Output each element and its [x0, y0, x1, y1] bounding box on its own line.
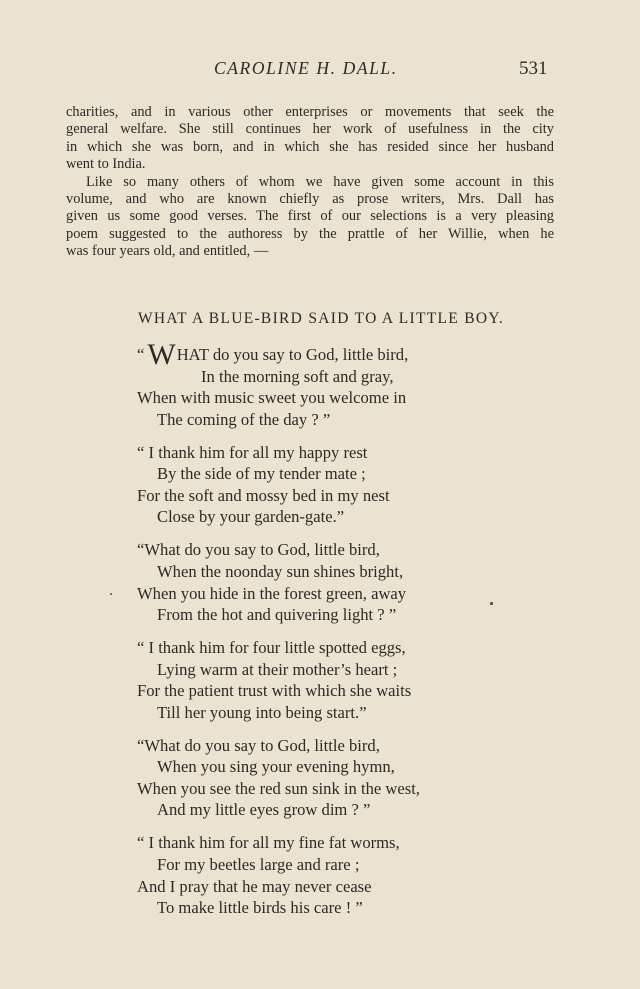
- poem-line: For the soft and mossy bed in my nest: [137, 485, 390, 505]
- poem-line: Lying warm at their mother’s heart ;: [157, 659, 398, 679]
- poem-line: When you hide in the forest green, away: [137, 583, 407, 603]
- poem-line: When with music sweet you welcome in: [137, 388, 407, 408]
- poem-line: [137, 338, 420, 371]
- stanza: [137, 735, 420, 821]
- text-line: general welfare. She still continues her work of usefulness in the city: [66, 121, 554, 138]
- paragraph: [66, 104, 554, 174]
- stanza: [137, 442, 420, 528]
- poem-line: To make little birds his care ! ”: [157, 898, 363, 918]
- text-line: went to India.: [66, 156, 146, 173]
- text-line: given us some good verses. The first of our selections is a very pleasing: [66, 208, 554, 225]
- paper-speck: [110, 593, 112, 595]
- page-header: [0, 58, 640, 84]
- poem-line-text: HAT do you say to God, little bird,: [176, 345, 409, 364]
- text-line: was four years old, and entitled, —: [66, 243, 269, 260]
- text-line: Like so many others of whom we have given some account in this: [86, 173, 554, 190]
- text-line: charities, and in various other enterprises or movements that seek the: [66, 104, 554, 120]
- poem-line: “What do you say to God, little bird,: [137, 540, 380, 560]
- poem-line: When you see the red sun sink in the west,: [137, 778, 420, 798]
- text-line: poem suggested to the authoress by the prattle of her Willie, when he: [66, 225, 554, 242]
- drop-cap: W: [147, 338, 176, 371]
- poem-line: From the hot and quivering light ? ”: [157, 605, 397, 625]
- poem-line: Close by your garden-gate.”: [157, 507, 345, 527]
- poem-line: “ I thank him for all my fine fat worms,: [137, 833, 400, 853]
- paragraph: [66, 174, 554, 261]
- poem-line: When you sing your evening hymn,: [157, 757, 395, 777]
- opening-quote: “: [137, 345, 145, 364]
- poem-title: WHAT A BLUE-BIRD SAID TO A LITTLE BOY.: [137, 310, 504, 327]
- poem-line: Till her young into being start.”: [157, 702, 367, 722]
- poem-line: “What do you say to God, little bird,: [137, 735, 380, 755]
- paper-speck: [490, 602, 493, 605]
- prose-body: [66, 104, 554, 261]
- poem-body: [137, 338, 420, 930]
- poem-line: For the patient trust with which she waits: [137, 681, 412, 701]
- poem-line: The coming of the day ? ”: [157, 409, 331, 429]
- poem-line: For my beetles large and rare ;: [157, 854, 360, 874]
- stanza: [137, 338, 420, 430]
- stanza: [137, 637, 420, 723]
- poem-line: And my little eyes grow dim ? ”: [157, 800, 371, 820]
- poem-line: When the noonday sun shines bright,: [157, 561, 404, 581]
- page-number: 531: [519, 58, 548, 79]
- stanza: [137, 539, 420, 625]
- poem-line: “ I thank him for all my happy rest: [137, 442, 368, 462]
- text-line: volume, and who are known chiefly as prose writers, Mrs. Dall has: [66, 191, 554, 208]
- stanza: [137, 832, 420, 918]
- poem-line: In the morning soft and gray,: [201, 366, 394, 386]
- text-line: in which she was born, and in which she has resided since her husband: [66, 138, 554, 155]
- poem-line: And I pray that he may never cease: [137, 876, 372, 896]
- running-head: CAROLINE H. DALL.: [214, 58, 398, 78]
- poem-line: “ I thank him for four little spotted eggs,: [137, 638, 406, 658]
- poem-line: By the side of my tender mate ;: [157, 464, 366, 484]
